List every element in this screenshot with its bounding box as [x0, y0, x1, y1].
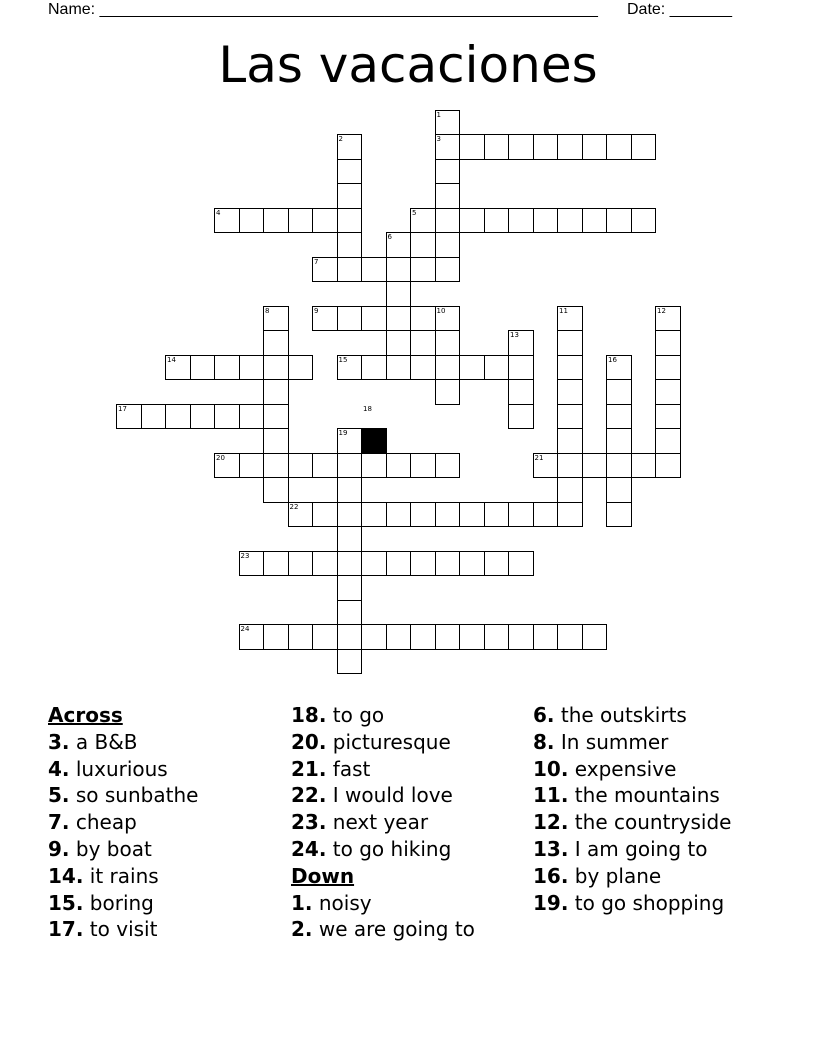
clue-item	[48, 782, 198, 809]
cell-number: 7	[314, 257, 319, 266]
clue-number: 10.	[533, 756, 569, 781]
grid-cell[interactable]	[435, 257, 461, 283]
clue-text: cheap	[75, 810, 137, 835]
grid-cell[interactable]	[435, 551, 461, 577]
grid-cell[interactable]	[263, 428, 289, 454]
clue-text: to go hiking	[332, 836, 452, 861]
grid-cell[interactable]	[337, 575, 363, 601]
clue-text: next year	[332, 810, 429, 835]
clue-number: 11.	[533, 783, 569, 808]
grid-cell[interactable]	[361, 624, 387, 650]
grid-cell[interactable]	[459, 551, 485, 577]
grid-cell[interactable]	[606, 208, 632, 234]
clue-number: 18.	[291, 703, 327, 727]
clue-item	[291, 836, 475, 863]
grid-cell[interactable]	[508, 134, 534, 160]
grid-cell[interactable]	[557, 208, 583, 234]
grid-cell[interactable]	[337, 502, 363, 528]
grid-cell[interactable]	[484, 624, 510, 650]
grid-cell[interactable]	[557, 134, 583, 160]
grid-cell[interactable]	[410, 257, 436, 283]
grid-cell[interactable]	[606, 453, 632, 479]
clue-number: 22.	[291, 783, 327, 808]
grid-cell[interactable]	[239, 208, 265, 234]
cell-number: 12	[657, 306, 666, 315]
grid-cell[interactable]	[386, 306, 412, 332]
grid-cell[interactable]	[312, 208, 338, 234]
clue-item	[48, 756, 198, 783]
clue-text: we are going to	[318, 917, 475, 942]
cell-number: 11	[559, 306, 568, 315]
across-heading: Across	[48, 703, 123, 727]
grid-cell[interactable]	[312, 453, 338, 479]
grid-cell[interactable]	[239, 453, 265, 479]
grid-cell[interactable]	[165, 404, 191, 430]
grid-cell[interactable]	[557, 330, 583, 356]
grid-cell[interactable]	[631, 134, 657, 160]
clue-item	[48, 836, 198, 863]
cell-number: 22	[289, 502, 299, 511]
grid-cell[interactable]	[288, 551, 314, 577]
grid-cell[interactable]	[459, 134, 485, 160]
clue-number: 19.	[533, 890, 569, 915]
clue-text: the mountains	[574, 783, 720, 808]
grid-cell[interactable]	[484, 355, 510, 381]
cell-number: 9	[314, 306, 319, 315]
grid-cell[interactable]	[435, 183, 461, 209]
grid-cell[interactable]	[606, 379, 632, 405]
clue-item	[48, 809, 198, 836]
clue-number: 5.	[48, 783, 70, 808]
grid-cell[interactable]	[557, 428, 583, 454]
grid-cell[interactable]	[312, 502, 338, 528]
grid-cell[interactable]	[435, 379, 461, 405]
grid-cell[interactable]	[484, 208, 510, 234]
grid-cell[interactable]	[508, 379, 534, 405]
clue-number: 14.	[48, 863, 84, 888]
grid-cell[interactable]	[459, 355, 485, 381]
grid-cell[interactable]	[214, 355, 240, 381]
grid-cell[interactable]	[361, 453, 387, 479]
clue-text: picturesque	[332, 729, 451, 754]
grid-cell[interactable]	[386, 502, 412, 528]
grid-cell[interactable]	[288, 355, 314, 381]
grid-cell[interactable]	[606, 502, 632, 528]
clue-item	[291, 702, 475, 729]
clue-text: a B&B	[75, 729, 138, 754]
cell-number: 3	[436, 135, 441, 143]
grid-cell[interactable]	[655, 355, 681, 381]
grid-cell[interactable]	[631, 208, 657, 234]
grid-cell[interactable]	[288, 453, 314, 479]
grid-cell[interactable]	[410, 306, 436, 332]
grid-cell[interactable]	[533, 208, 559, 234]
cell-number: 5	[412, 208, 417, 217]
grid-cell[interactable]	[508, 208, 534, 234]
grid-cell[interactable]	[263, 330, 289, 356]
clue-number: 8.	[533, 729, 555, 754]
date-line: Date: _______	[627, 1, 732, 18]
grid-cell[interactable]	[582, 453, 608, 479]
clue-text: so sunbathe	[75, 783, 199, 808]
grid-cell[interactable]	[459, 502, 485, 528]
cell-number: 18	[363, 404, 372, 413]
grid-cell[interactable]	[263, 551, 289, 577]
grid-cell[interactable]	[337, 624, 363, 650]
grid-cell[interactable]	[337, 208, 363, 234]
cell-number: 15	[338, 355, 348, 364]
grid-cell[interactable]	[263, 453, 289, 479]
grid-cell[interactable]	[631, 453, 657, 479]
cell-number: 2	[338, 135, 343, 143]
grid-cell[interactable]	[141, 404, 167, 430]
cell-number: 14	[167, 355, 176, 364]
grid-cell[interactable]	[386, 281, 412, 307]
grid-cell[interactable]	[557, 477, 583, 503]
clue-text: In summer	[560, 729, 669, 754]
grid-cell[interactable]	[239, 355, 265, 381]
grid-cell[interactable]	[337, 257, 363, 283]
grid-cell[interactable]	[386, 257, 412, 283]
clue-number: 2.	[291, 917, 313, 942]
grid-cell[interactable]	[214, 404, 240, 430]
name-line: Name: ________________________________________________________	[48, 1, 598, 18]
grid-cell[interactable]	[655, 404, 681, 430]
clue-item	[533, 782, 731, 809]
grid-cell[interactable]	[557, 404, 583, 430]
cell-number: 21	[534, 453, 544, 462]
grid-cell[interactable]	[263, 355, 289, 381]
clue-number: 4.	[48, 756, 70, 781]
clue-number: 13.	[533, 836, 569, 861]
clue-item	[291, 729, 475, 756]
grid-cell[interactable]	[337, 306, 363, 332]
down-heading: Down	[291, 863, 355, 888]
grid-cell[interactable]	[582, 134, 608, 160]
grid-cell[interactable]	[435, 453, 461, 479]
clue-item	[533, 836, 731, 863]
grid-cell[interactable]	[606, 477, 632, 503]
grid-cell[interactable]	[263, 379, 289, 405]
grid-cell[interactable]	[435, 208, 461, 234]
grid-cell[interactable]	[484, 134, 510, 160]
grid-cell[interactable]	[190, 355, 216, 381]
grid-cell[interactable]	[337, 600, 363, 626]
clue-item	[48, 890, 198, 917]
grid-block	[361, 428, 387, 454]
clue-number: 17.	[48, 917, 84, 942]
cell-number: 10	[436, 306, 446, 315]
grid-cell[interactable]	[435, 232, 461, 258]
grid-cell[interactable]	[361, 502, 387, 528]
clue-text: expensive	[574, 756, 677, 781]
grid-cell[interactable]	[508, 502, 534, 528]
grid-cell[interactable]	[337, 232, 363, 258]
clue-number: 23.	[291, 810, 327, 835]
grid-cell[interactable]	[582, 624, 608, 650]
clue-item	[48, 729, 198, 756]
clue-column-1	[48, 702, 198, 943]
grid-cell[interactable]	[263, 477, 289, 503]
grid-cell[interactable]	[386, 624, 412, 650]
grid-cell[interactable]	[337, 159, 363, 185]
grid-cell[interactable]	[337, 551, 363, 577]
cell-number: 17	[118, 404, 127, 413]
grid-cell[interactable]	[263, 624, 289, 650]
grid-cell[interactable]	[655, 330, 681, 356]
grid-cell[interactable]	[459, 624, 485, 650]
grid-cell[interactable]	[435, 624, 461, 650]
grid-cell[interactable]	[263, 208, 289, 234]
grid-cell[interactable]	[386, 330, 412, 356]
grid-cell[interactable]	[655, 453, 681, 479]
cell-number: 24	[240, 625, 250, 633]
grid-cell[interactable]	[508, 355, 534, 381]
grid-cell[interactable]	[361, 355, 387, 381]
grid-cell[interactable]	[190, 404, 216, 430]
grid-cell[interactable]	[557, 355, 583, 381]
grid-cell[interactable]	[582, 208, 608, 234]
grid-cell[interactable]	[337, 649, 363, 675]
grid-cell[interactable]	[508, 404, 534, 430]
clue-item	[533, 729, 731, 756]
grid-cell[interactable]	[361, 257, 387, 283]
clue-number: 12.	[533, 810, 569, 835]
grid-cell[interactable]	[557, 624, 583, 650]
clue-item	[291, 916, 475, 943]
grid-cell[interactable]	[361, 551, 387, 577]
grid-cell[interactable]	[288, 624, 314, 650]
clue-number: 16.	[533, 863, 569, 888]
clue-column-2	[291, 702, 475, 943]
clue-number: 1.	[291, 890, 313, 915]
clue-text: fast	[332, 756, 371, 781]
grid-cell[interactable]	[386, 355, 412, 381]
clue-text: to go	[332, 703, 385, 727]
clue-number: 20.	[291, 729, 327, 754]
grid-cell[interactable]	[337, 526, 363, 552]
clue-item	[533, 702, 731, 729]
clue-number: 9.	[48, 836, 70, 861]
grid-cell[interactable]	[508, 624, 534, 650]
grid-cell[interactable]	[533, 624, 559, 650]
clue-item	[48, 916, 198, 943]
grid-cell[interactable]	[655, 379, 681, 405]
grid-cell[interactable]	[606, 428, 632, 454]
cell-number: 16	[608, 355, 617, 364]
clue-item	[533, 890, 731, 917]
clue-text: noisy	[318, 890, 372, 915]
grid-cell[interactable]	[410, 502, 436, 528]
cell-number: 6	[387, 233, 392, 241]
clue-item	[291, 890, 475, 917]
grid-cell[interactable]	[533, 502, 559, 528]
clue-text: it rains	[89, 863, 159, 888]
clue-text: by plane	[574, 863, 662, 888]
clue-text: the countryside	[574, 810, 732, 835]
clue-item	[533, 756, 731, 783]
clue-text: boring	[89, 890, 154, 915]
grid-cell[interactable]	[557, 453, 583, 479]
clue-text: to go shopping	[574, 890, 725, 915]
grid-cell[interactable]	[484, 502, 510, 528]
grid-cell[interactable]	[386, 551, 412, 577]
grid-cell[interactable]	[435, 502, 461, 528]
grid-cell[interactable]	[557, 502, 583, 528]
clue-number: 21.	[291, 756, 327, 781]
cell-number: 23	[240, 551, 250, 560]
grid-cell[interactable]	[508, 551, 534, 577]
grid-cell[interactable]	[557, 379, 583, 405]
grid-cell[interactable]	[606, 404, 632, 430]
cell-number: 1	[436, 110, 441, 119]
grid-cell[interactable]	[312, 624, 338, 650]
clue-text: I would love	[332, 783, 453, 808]
grid-cell[interactable]	[655, 428, 681, 454]
grid-cell[interactable]	[533, 134, 559, 160]
clue-column-3	[533, 702, 731, 916]
clue-text: luxurious	[75, 756, 168, 781]
cell-number: 4	[216, 208, 221, 217]
grid-cell[interactable]	[435, 159, 461, 185]
grid-cell[interactable]	[337, 477, 363, 503]
clue-text: I am going to	[574, 836, 708, 861]
grid-cell[interactable]	[484, 551, 510, 577]
clue-number: 15.	[48, 890, 84, 915]
cell-number: 20	[216, 453, 225, 462]
grid-cell[interactable]	[606, 134, 632, 160]
grid-cell[interactable]	[410, 624, 436, 650]
grid-cell[interactable]	[410, 551, 436, 577]
clue-item	[291, 756, 475, 783]
cell-number: 19	[338, 429, 348, 437]
clue-text: the outskirts	[560, 703, 687, 727]
clue-text: by boat	[75, 836, 152, 861]
grid-cell[interactable]	[337, 453, 363, 479]
grid-cell[interactable]	[337, 183, 363, 209]
grid-cell[interactable]	[312, 551, 338, 577]
grid-cell[interactable]	[459, 208, 485, 234]
clue-item	[533, 863, 731, 890]
clue-number: 6.	[533, 703, 555, 727]
grid-cell[interactable]	[263, 404, 289, 430]
clue-number: 7.	[48, 810, 70, 835]
grid-cell[interactable]	[288, 208, 314, 234]
grid-cell[interactable]	[435, 355, 461, 381]
clue-text: to visit	[89, 917, 158, 942]
grid-cell[interactable]	[386, 453, 412, 479]
clue-item	[291, 782, 475, 809]
clue-item	[48, 863, 198, 890]
grid-cell[interactable]	[435, 330, 461, 356]
page-title: Las vacaciones	[218, 36, 598, 94]
grid-cell[interactable]	[410, 453, 436, 479]
cell-number: 13	[510, 331, 519, 339]
grid-cell[interactable]	[410, 355, 436, 381]
cell-number: 8	[265, 306, 270, 315]
clue-item	[291, 809, 475, 836]
clue-number: 24.	[291, 836, 327, 861]
clue-item	[533, 809, 731, 836]
grid-cell[interactable]	[239, 404, 265, 430]
clue-number: 3.	[48, 729, 70, 754]
grid-cell[interactable]	[361, 306, 387, 332]
